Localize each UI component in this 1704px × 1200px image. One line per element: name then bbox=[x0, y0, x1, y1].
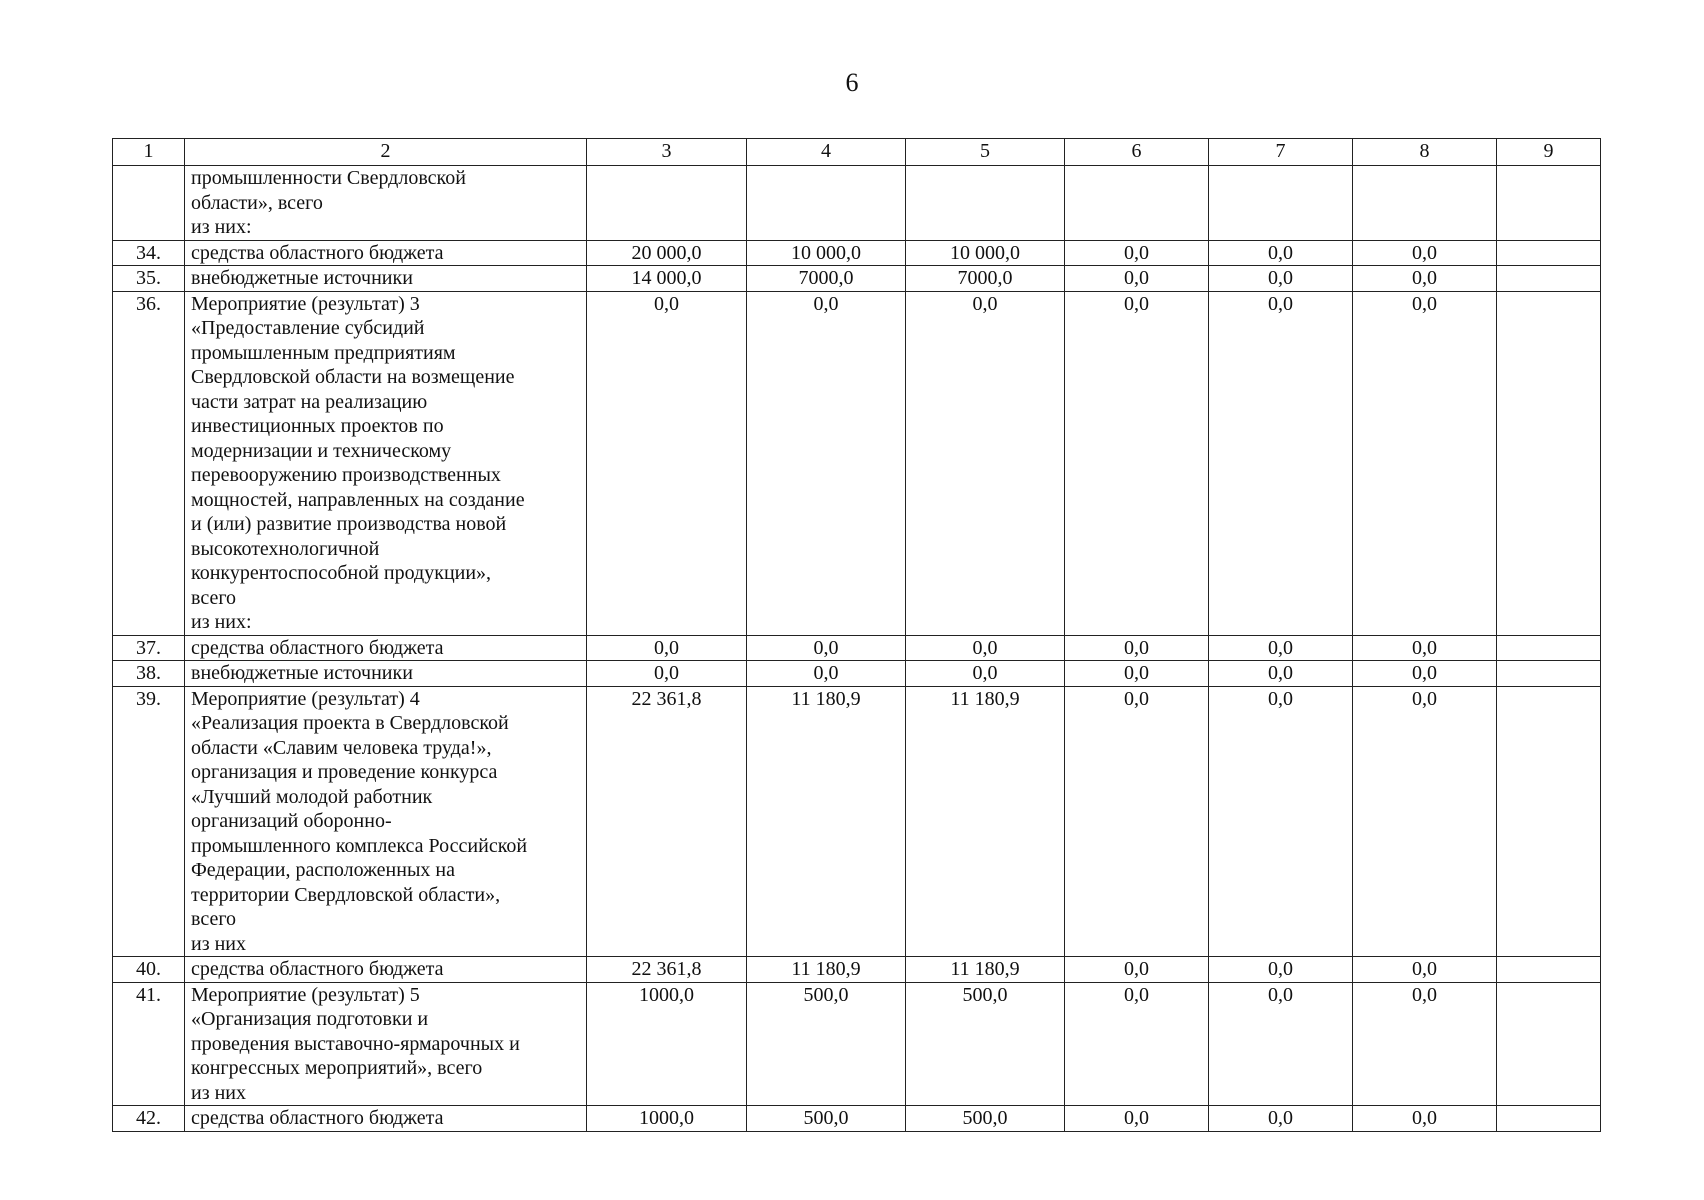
cell-value: 0,0 bbox=[1353, 635, 1497, 661]
row-number: 34. bbox=[113, 240, 185, 266]
header-row bbox=[113, 139, 1601, 166]
cell-note bbox=[1497, 1106, 1601, 1132]
row-name: средства областного бюджета bbox=[185, 240, 587, 266]
row-number: 36. bbox=[113, 291, 185, 635]
cell-value: 0,0 bbox=[906, 291, 1065, 635]
column-header: 9 bbox=[1497, 139, 1601, 166]
row-name: внебюджетные источники bbox=[185, 266, 587, 292]
cell-note bbox=[1497, 266, 1601, 292]
row-number: 37. bbox=[113, 635, 185, 661]
row-number: 41. bbox=[113, 982, 185, 1106]
row-number bbox=[113, 166, 185, 241]
cell-value: 11 180,9 bbox=[906, 686, 1065, 957]
row-name: внебюджетные источники bbox=[185, 661, 587, 687]
cell-note bbox=[1497, 661, 1601, 687]
cell-value: 0,0 bbox=[747, 661, 906, 687]
table-body bbox=[113, 166, 1601, 1132]
row-name: промышленности Свердловской области», всего из них: bbox=[185, 166, 587, 241]
cell-note bbox=[1497, 686, 1601, 957]
cell-value: 11 180,9 bbox=[747, 686, 906, 957]
cell-note bbox=[1497, 635, 1601, 661]
cell-value: 20 000,0 bbox=[587, 240, 747, 266]
cell-value bbox=[1353, 166, 1497, 241]
cell-value: 7000,0 bbox=[747, 266, 906, 292]
cell-value: 0,0 bbox=[1065, 982, 1209, 1106]
cell-value: 0,0 bbox=[1353, 661, 1497, 687]
cell-note bbox=[1497, 166, 1601, 241]
cell-value: 0,0 bbox=[1353, 1106, 1497, 1132]
cell-value: 10 000,0 bbox=[906, 240, 1065, 266]
row-name: средства областного бюджета bbox=[185, 1106, 587, 1132]
row-number: 38. bbox=[113, 661, 185, 687]
row-name: Мероприятие (результат) 5 «Организация подготовки и проведения выставочно-ярмарочных и конгрессных мероприятий», всего из них bbox=[185, 982, 587, 1106]
column-header: 7 bbox=[1209, 139, 1353, 166]
table-row bbox=[113, 266, 1601, 292]
row-name: Мероприятие (результат) 3 «Предоставление субсидий промышленным предприятиям Свердловской области на возмещение части затрат на реализацию инвестиционных проектов по модернизации и техническому перевооружению производственных мощностей, направленных на создание и (или) развитие производства новой высокотехнологичной конкурентоспособной продукции», всего из них: bbox=[185, 291, 587, 635]
table-row bbox=[113, 166, 1601, 241]
cell-value: 0,0 bbox=[1065, 686, 1209, 957]
row-name: средства областного бюджета bbox=[185, 635, 587, 661]
cell-value: 0,0 bbox=[1065, 266, 1209, 292]
row-number: 35. bbox=[113, 266, 185, 292]
cell-value: 0,0 bbox=[1353, 957, 1497, 983]
cell-value: 0,0 bbox=[587, 661, 747, 687]
cell-value: 0,0 bbox=[1065, 635, 1209, 661]
cell-value: 500,0 bbox=[747, 982, 906, 1106]
cell-value: 7000,0 bbox=[906, 266, 1065, 292]
cell-value: 0,0 bbox=[1209, 1106, 1353, 1132]
table-row bbox=[113, 291, 1601, 635]
cell-value: 0,0 bbox=[1065, 291, 1209, 635]
cell-note bbox=[1497, 240, 1601, 266]
cell-value bbox=[1065, 166, 1209, 241]
cell-value: 0,0 bbox=[1209, 291, 1353, 635]
cell-value: 1000,0 bbox=[587, 982, 747, 1106]
cell-value: 0,0 bbox=[906, 635, 1065, 661]
cell-value: 0,0 bbox=[1353, 240, 1497, 266]
cell-value bbox=[906, 166, 1065, 241]
cell-value: 1000,0 bbox=[587, 1106, 747, 1132]
cell-value: 500,0 bbox=[906, 1106, 1065, 1132]
cell-value bbox=[1209, 166, 1353, 241]
cell-value: 0,0 bbox=[1209, 982, 1353, 1106]
column-header: 2 bbox=[185, 139, 587, 166]
table-row bbox=[113, 982, 1601, 1106]
cell-value: 0,0 bbox=[1353, 686, 1497, 957]
column-header: 1 bbox=[113, 139, 185, 166]
cell-value: 0,0 bbox=[1065, 661, 1209, 687]
column-header: 3 bbox=[587, 139, 747, 166]
cell-value: 22 361,8 bbox=[587, 686, 747, 957]
cell-value: 0,0 bbox=[1209, 686, 1353, 957]
table-row bbox=[113, 1106, 1601, 1132]
cell-note bbox=[1497, 982, 1601, 1106]
table-row bbox=[113, 635, 1601, 661]
cell-value: 0,0 bbox=[587, 635, 747, 661]
row-name: средства областного бюджета bbox=[185, 957, 587, 983]
cell-value: 22 361,8 bbox=[587, 957, 747, 983]
cell-value: 0,0 bbox=[1209, 240, 1353, 266]
cell-value: 0,0 bbox=[1065, 1106, 1209, 1132]
cell-value: 0,0 bbox=[1209, 661, 1353, 687]
table-row bbox=[113, 661, 1601, 687]
cell-note bbox=[1497, 291, 1601, 635]
column-header: 4 bbox=[747, 139, 906, 166]
cell-note bbox=[1497, 957, 1601, 983]
cell-value: 0,0 bbox=[1353, 982, 1497, 1106]
cell-value: 10 000,0 bbox=[747, 240, 906, 266]
row-number: 40. bbox=[113, 957, 185, 983]
cell-value: 500,0 bbox=[747, 1106, 906, 1132]
table-row bbox=[113, 240, 1601, 266]
cell-value: 14 000,0 bbox=[587, 266, 747, 292]
cell-value: 500,0 bbox=[906, 982, 1065, 1106]
table-row bbox=[113, 957, 1601, 983]
cell-value: 0,0 bbox=[906, 661, 1065, 687]
column-header: 8 bbox=[1353, 139, 1497, 166]
table-row bbox=[113, 686, 1601, 957]
cell-value bbox=[747, 166, 906, 241]
cell-value: 0,0 bbox=[1065, 240, 1209, 266]
row-number: 39. bbox=[113, 686, 185, 957]
row-number: 42. bbox=[113, 1106, 185, 1132]
cell-value: 0,0 bbox=[587, 291, 747, 635]
cell-value: 0,0 bbox=[747, 291, 906, 635]
row-name: Мероприятие (результат) 4 «Реализация проекта в Свердловской области «Славим человека труда!», организация и проведение конкурса «Лучший молодой работник организаций оборонно- промышленного комплекса Российской Федерации, расположенных на территории Свердловской области», всего из них bbox=[185, 686, 587, 957]
column-header: 6 bbox=[1065, 139, 1209, 166]
cell-value: 0,0 bbox=[1209, 957, 1353, 983]
cell-value: 0,0 bbox=[747, 635, 906, 661]
column-header: 5 bbox=[906, 139, 1065, 166]
cell-value: 0,0 bbox=[1353, 291, 1497, 635]
cell-value: 0,0 bbox=[1065, 957, 1209, 983]
cell-value: 0,0 bbox=[1353, 266, 1497, 292]
page-number: 6 bbox=[845, 68, 859, 97]
cell-value: 11 180,9 bbox=[747, 957, 906, 983]
cell-value: 11 180,9 bbox=[906, 957, 1065, 983]
cell-value bbox=[587, 166, 747, 241]
cell-value: 0,0 bbox=[1209, 266, 1353, 292]
budget-table bbox=[112, 138, 1601, 1132]
cell-value: 0,0 bbox=[1209, 635, 1353, 661]
